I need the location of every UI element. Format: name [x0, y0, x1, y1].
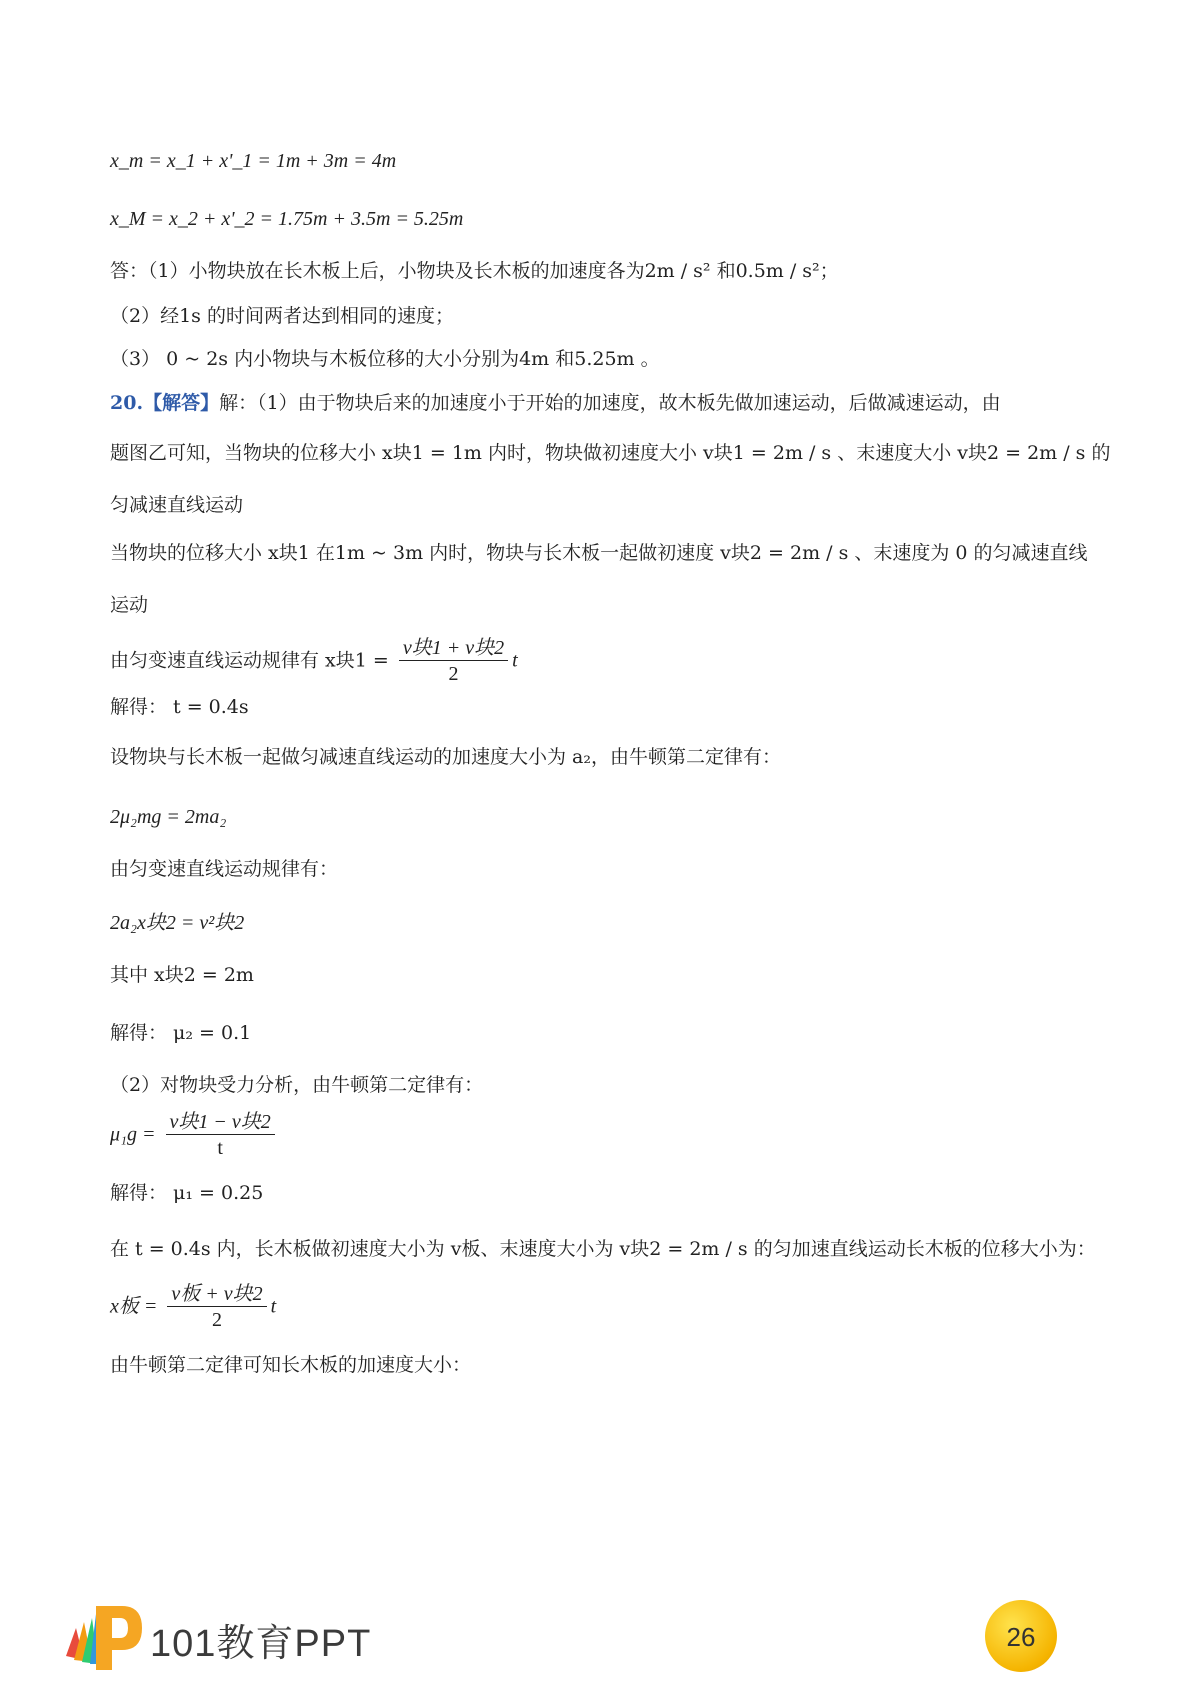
fraction-denominator: 2	[448, 663, 459, 685]
equation-newton: 2μ₂mg = 2ma₂	[110, 806, 227, 828]
paragraph-3: 匀减速直线运动	[110, 494, 244, 516]
q20-text: 解：（1）由于物块后来的加速度小于开始的加速度，故木板先做加速运动，后做减速运动，由	[219, 392, 1001, 414]
brand-name: 101教育PPT	[150, 1623, 372, 1665]
q20-paragraph-1	[110, 390, 1001, 416]
solution-mu2: 解得： μ₂ = 0.1	[110, 1022, 252, 1044]
formula-xboard-tail: t	[270, 1295, 277, 1318]
paragraph-2: 题图乙可知，当物块的位移大小 x块1 = 1m 内时，物块做初速度大小 v块1 = 2m / s 、末速度大小 v块2 = 2m / s 的	[110, 442, 1111, 464]
paragraph-4: 当物块的位移大小 x块1 在1m ~ 3m 内时，物块与长木板一起做初速度 v块2 = 2m / s 、末速度为 0 的匀减速直线	[110, 542, 1088, 564]
formula-x1-lhs: 由匀变速直线运动规律有 x块1 =	[110, 649, 389, 672]
paragraph-17: 在 t = 0.4s 内，长木板做初速度大小为 v板、末速度大小为 v块2 = 2m / s 的匀加速直线运动长木板的位移大小为：	[110, 1238, 1096, 1260]
answer-1: 答：（1）小物块放在长木板上后，小物块及长木板的加速度各为2m / s² 和0.5m / s²；	[110, 260, 839, 282]
solution-mu1: 解得： μ₁ = 0.25	[110, 1182, 264, 1204]
answer-2: （2）经1s 的时间两者达到相同的速度；	[110, 305, 454, 327]
paragraph-14: （2）对物块受力分析，由牛顿第二定律有：	[110, 1074, 484, 1096]
paragraph-12: 其中 x块2 = 2m	[110, 964, 254, 986]
fraction-numerator: v块1 + v块2	[399, 636, 508, 661]
page-number: 26	[1006, 1622, 1036, 1652]
fraction	[166, 1110, 275, 1161]
answer-3: （3） 0 ~ 2s 内小物块与木板位移的大小分别为4m 和5.25m 。	[110, 348, 660, 370]
fraction	[399, 636, 508, 687]
paragraph-10: 由匀变速直线运动规律有：	[110, 858, 339, 880]
fraction-denominator: 2	[212, 1309, 223, 1331]
equation-xm: x_m = x_1 + x'_1 = 1m + 3m = 4m	[110, 150, 397, 172]
equation-kinematics: 2a₂x块2 = v²块2	[110, 912, 245, 934]
solution-tag: 【解答】	[143, 392, 220, 414]
paragraph-5: 运动	[110, 594, 149, 616]
formula-mu1-lhs: μ₁g =	[110, 1123, 156, 1146]
fraction-denominator: t	[217, 1137, 223, 1159]
fraction-numerator: v块1 − v块2	[166, 1110, 275, 1135]
paragraph-19: 由牛顿第二定律可知长木板的加速度大小：	[110, 1354, 472, 1376]
page-number-badge	[985, 1600, 1057, 1672]
formula-mu1	[110, 1110, 279, 1161]
fraction	[167, 1282, 266, 1333]
fraction-numerator: v板 + v块2	[167, 1282, 266, 1307]
formula-xboard	[110, 1282, 276, 1333]
formula-x1-tail: t	[512, 649, 518, 672]
brand-logo-icon	[62, 1598, 152, 1678]
question-number: 20.	[110, 392, 144, 414]
solution-t: 解得： t = 0.4s	[110, 696, 249, 718]
formula-x1	[110, 636, 518, 687]
equation-xM: x_M = x_2 + x'_2 = 1.75m + 3.5m = 5.25m	[110, 208, 464, 230]
formula-xboard-lhs: x板 =	[110, 1295, 158, 1318]
paragraph-8: 设物块与长木板一起做匀减速直线运动的加速度大小为 a₂，由牛顿第二定律有：	[110, 746, 781, 768]
